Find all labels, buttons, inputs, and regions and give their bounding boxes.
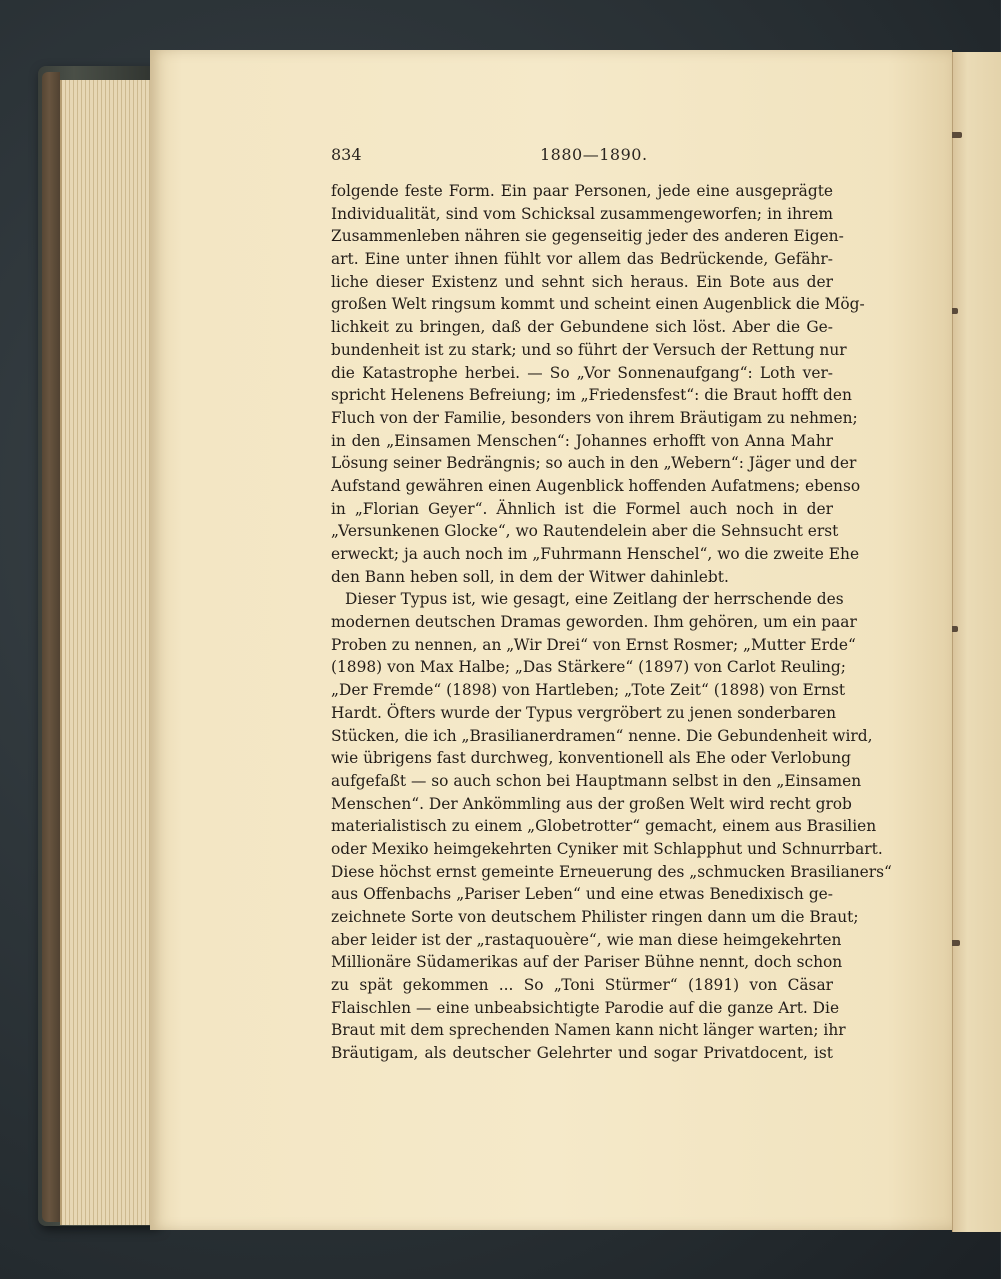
text-line: Lösung seiner Bedrängnis; so auch in den „Webern“: Jäger und der	[331, 454, 857, 473]
text-line: Aufstand gewähren einen Augenblick hoffenden Aufatmens; ebenso	[331, 476, 861, 495]
text-line: art. Eine unter ihnen fühlt vor allem das Bedrückende, Gefähr-	[331, 250, 833, 269]
text-line: Hardt. Öfters wurde der Typus vergröbert zu jenen sonderbaren	[331, 703, 836, 722]
page-header	[331, 145, 831, 167]
book-spine-edge	[42, 72, 60, 1222]
text-line: Diese höchst ernst gemeinte Erneuerung des „schmucken Brasilianers“	[331, 862, 892, 881]
text-line: modernen deutschen Dramas geworden. Ihm gehören, um ein paar	[331, 613, 857, 632]
text-line: erweckt; ja auch noch im „Fuhrmann Henschel“, wo die zweite Ehe	[331, 545, 860, 563]
page-stack	[60, 80, 162, 1225]
text-line: bundenheit ist zu stark; und so führt der Versuch der Rettung nur	[331, 340, 847, 359]
text-line: den Bann heben soll, in dem der Witwer dahinlebt.	[331, 567, 729, 586]
text-line: in „Florian Geyer“. Ähnlich ist die Formel auch noch in der	[331, 499, 833, 518]
text-line: oder Mexiko heimgekehrten Cyniker mit Schlapphut und Schnurrbart.	[331, 839, 883, 858]
text-line: Flaischlen — eine unbeabsichtigte Parodie auf die ganze Art. Die	[331, 998, 840, 1017]
text-line: zeichnete Sorte von deutschem Philister ringen dann um die Braut;	[331, 908, 859, 926]
text-line: aber leider ist der „rastaquouère“, wie man diese heimgekehrten	[331, 930, 842, 949]
text-line: (1898) von Max Halbe; „Das Stärkere“ (1897) von Carlot Reuling;	[331, 658, 846, 677]
text-line: aufgefaßt — so auch schon bei Hauptmann selbst in den „Einsamen	[331, 771, 862, 790]
text-line: Menschen“. Der Ankömmling aus der großen Welt wird recht grob	[331, 794, 852, 813]
page-number: 834	[331, 145, 362, 164]
text-line: Millionäre Südamerikas auf der Pariser Bühne nennt, doch schon	[331, 953, 843, 972]
text-line: Zusammenleben nähren sie gegenseitig jeder des anderen Eigen-	[331, 227, 844, 246]
text-line: folgende feste Form. Ein paar Personen, jede eine ausgeprägte	[331, 182, 833, 200]
text-line: in den „Einsamen Menschen“: Johannes erhofft von Anna Mahr	[331, 431, 833, 450]
text-line: „Der Fremde“ (1898) von Hartleben; „Tote Zeit“ (1898) von Ernst	[331, 681, 846, 700]
running-head: 1880—1890.	[540, 145, 648, 164]
text-line: materialistisch zu einem „Globetrotter“ gemacht, einem aus Brasilien	[331, 817, 877, 836]
text-line: Dieser Typus ist, wie gesagt, eine Zeitlang der herrschende des	[345, 590, 844, 609]
text-line: spricht Helenens Befreiung; im „Friedensfest“: die Braut hofft den	[331, 386, 852, 405]
text-line: wie übrigens fast durchweg, konventionell als Ehe oder Verlobung	[331, 749, 851, 768]
facing-page-edge	[952, 52, 1001, 1232]
text-line: aus Offenbachs „Pariser Leben“ und eine etwas Benedixisch ge-	[331, 885, 833, 904]
text-line: zu spät gekommen ... So „Toni Stürmer“ (1891) von Cäsar	[331, 976, 833, 995]
text-line: lichkeit zu bringen, daß der Gebundene sich löst. Aber die Ge-	[331, 318, 833, 337]
text-line: Bräutigam, als deutscher Gelehrter und sogar Privatdocent, ist	[331, 1044, 833, 1063]
text-line: Fluch von der Familie, besonders von ihrem Bräutigam zu nehmen;	[331, 408, 858, 427]
text-line: „Versunkenen Glocke“, wo Rautendelein aber die Sehnsucht erst	[331, 522, 839, 541]
text-line: Stücken, die ich „Brasilianerdramen“ nenne. Die Gebundenheit wird,	[331, 726, 873, 745]
text-line: liche dieser Existenz und sehnt sich heraus. Ein Bote aus der	[331, 272, 833, 291]
text-line: die Katastrophe herbei. — So „Vor Sonnenaufgang“: Loth ver-	[331, 363, 833, 382]
body-text	[331, 180, 892, 1065]
text-line: Individualität, sind vom Schicksal zusammengeworfen; in ihrem	[331, 204, 833, 223]
text-line: Braut mit dem sprechenden Namen kann nicht länger warten; ihr	[331, 1021, 846, 1040]
text-line: Proben zu nennen, an „Wir Drei“ von Ernst Rosmer; „Mutter Erde“	[331, 635, 856, 654]
text-line: großen Welt ringsum kommt und scheint einen Augenblick die Mög-	[331, 295, 865, 314]
